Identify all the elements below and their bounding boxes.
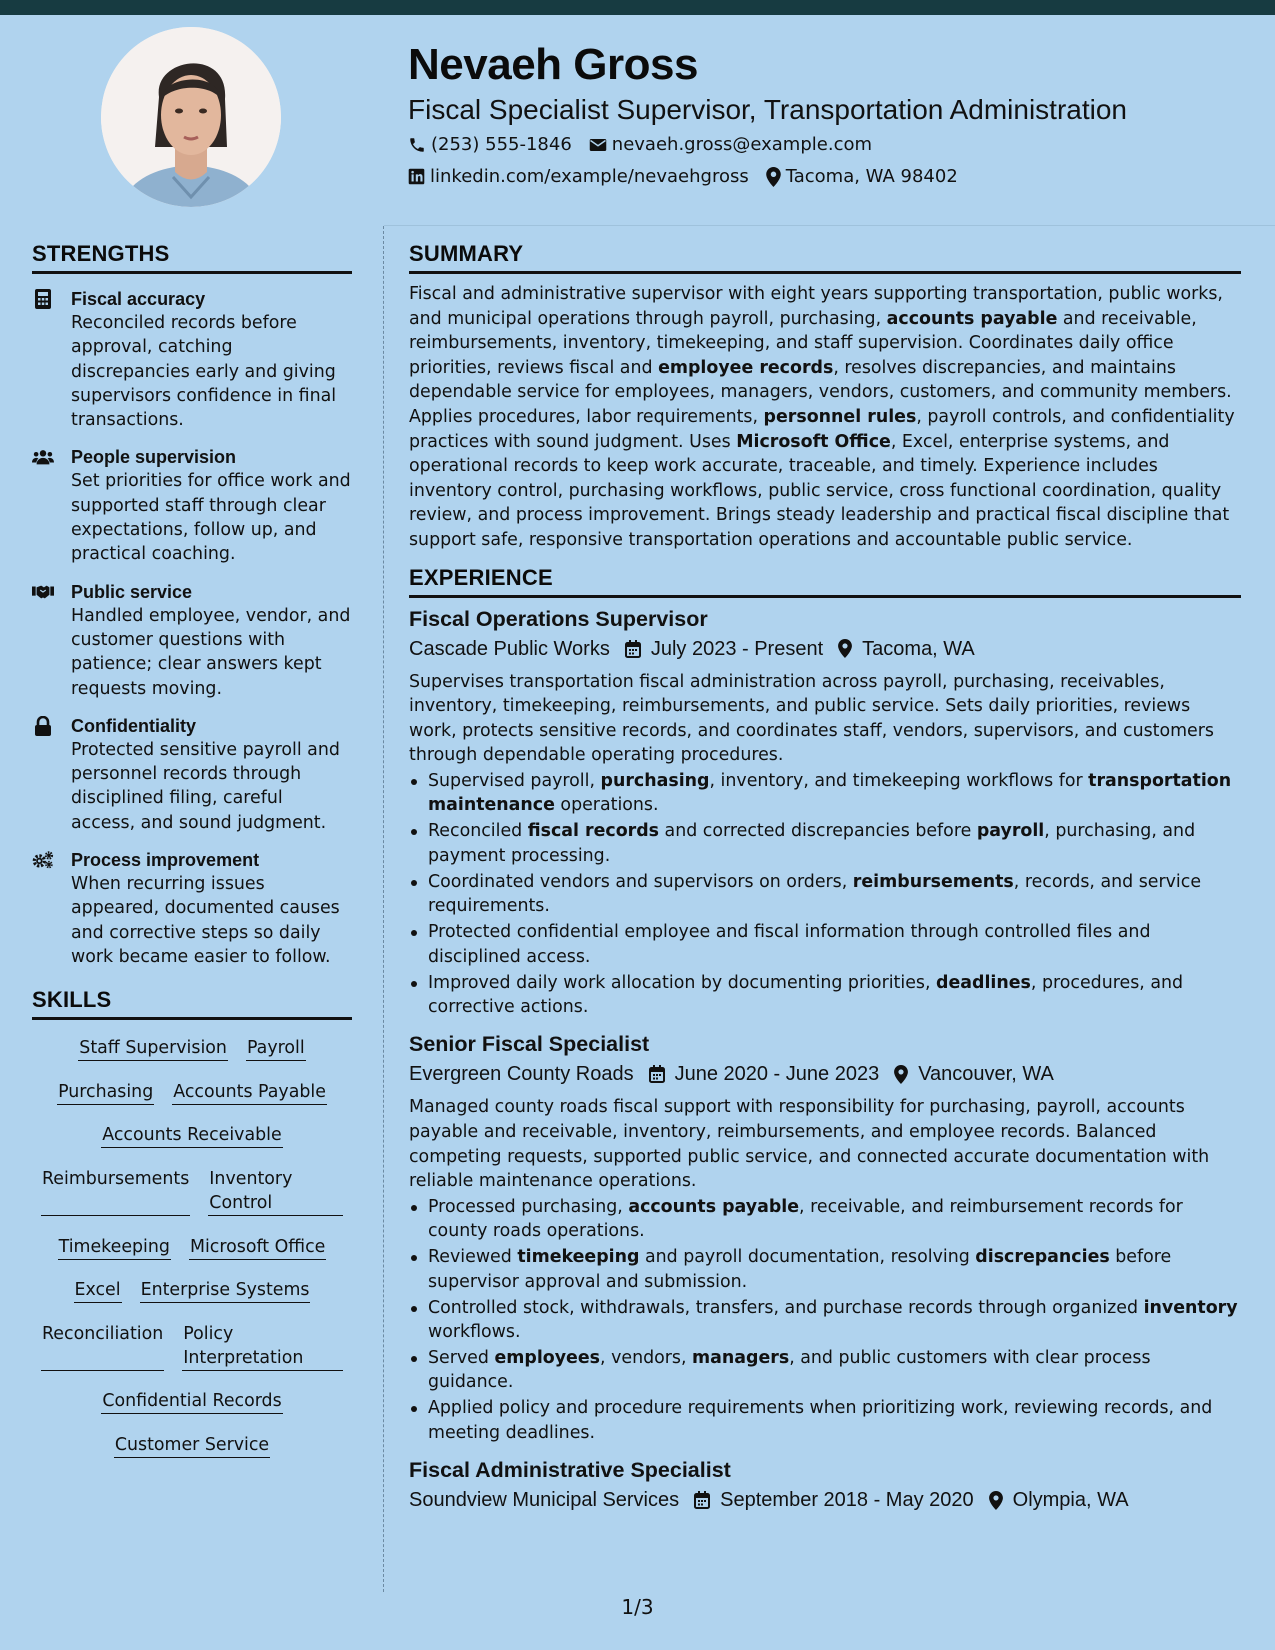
linkedin-text: linkedin.com/example/nevaehgross: [430, 166, 749, 187]
skill-tag: Purchasing: [57, 1080, 154, 1105]
skill-tag: Customer Service: [114, 1433, 270, 1458]
skill-tag: Reimbursements: [41, 1167, 190, 1216]
bullet-item: [409, 1396, 1241, 1445]
contact-row-2: [408, 166, 975, 187]
job-description: Supervises transportation fiscal administration across payroll, purchasing, receivables, inventory, timekeeping, reimbursements, and public service. Sets daily priorities, reviews work, protects sensitive records, and coordinates staff, vendors, supervisors, and customers through dependable operating procedures.: [409, 671, 1214, 766]
text-segment: Supervised payroll,: [428, 770, 601, 791]
strength-name: Fiscal accuracy: [71, 289, 206, 309]
skill-row: [32, 1389, 352, 1414]
column-divider: [383, 226, 384, 1592]
right-column: [409, 241, 1241, 1515]
job-dates: [694, 1485, 974, 1515]
map-pin-icon: [989, 1491, 1003, 1510]
emphasis-text: employees: [494, 1347, 601, 1368]
strength-item: [32, 287, 352, 432]
job-title: Fiscal Administrative Specialist: [409, 1458, 731, 1483]
location-text: Tacoma, WA 98402: [785, 166, 958, 187]
text-segment: Fiscal and administrative supervisor with eight years supporting transportation, public works, and municipal operations through payroll, purchasing,: [409, 284, 1223, 329]
strength-item: [32, 848, 352, 969]
strength-desc: Set priorities for office work and supported staff through clear expectations, follow up, and practical coaching.: [71, 471, 351, 565]
emphasis-text: purchasing: [600, 770, 710, 791]
strength-desc: Handled employee, vendor, and customer questions with patience; clear answers kept requests moving.: [71, 605, 351, 699]
gears-icon: [32, 850, 54, 870]
job-company: [409, 1485, 679, 1515]
skill-row: [32, 1322, 352, 1371]
emphasis-text: reimbursements: [852, 871, 1014, 892]
job-dates: [625, 634, 823, 664]
profile-photo: [101, 27, 281, 207]
text-segment: , procedures, and corrective actions.: [428, 972, 1184, 1017]
header-divider: [384, 225, 1275, 226]
skill-row: [32, 1080, 352, 1105]
strength-name: Process improvement: [71, 850, 260, 871]
company-name: Soundview Municipal Services: [409, 1489, 680, 1512]
skill-row: [32, 1036, 352, 1061]
emphasis-text: employee records: [658, 357, 834, 378]
map-pin-icon: [766, 167, 781, 187]
job-meta: [409, 1485, 1241, 1515]
skill-tag: Excel: [74, 1278, 122, 1303]
text-segment: and payroll documentation, resolving: [639, 1247, 976, 1268]
skills-list: [32, 1036, 352, 1476]
linkedin-contact[interactable]: [408, 166, 749, 187]
bullet-item: [409, 870, 1241, 919]
strength-desc: Reconciled records before approval, catching discrepancies early and giving supervisors confidence in final transactions.: [71, 313, 337, 431]
company-name: Cascade Public Works: [409, 637, 610, 660]
company-name: Evergreen County Roads: [409, 1063, 634, 1086]
job-title: Senior Fiscal Specialist: [409, 1032, 650, 1057]
phone-contact[interactable]: [408, 134, 572, 155]
email-contact[interactable]: [589, 134, 872, 155]
linkedin-icon: [408, 168, 425, 185]
lock-icon: [32, 716, 54, 736]
text-segment: workflows.: [428, 1321, 521, 1342]
emphasis-text: accounts payable: [886, 308, 1058, 329]
summary-heading: SUMMARY: [409, 241, 1241, 274]
top-accent-bar: [0, 0, 1275, 15]
job-dates: [649, 1059, 880, 1089]
skill-tag: Accounts Receivable: [101, 1123, 282, 1148]
text-segment: , and public customers with clear process guidance.: [428, 1347, 1151, 1393]
text-segment: , records, and service requirements.: [428, 871, 1202, 917]
strength-item: [32, 714, 352, 835]
bullet-item: [409, 1245, 1241, 1294]
strength-item: [32, 445, 352, 566]
strength-desc: When recurring issues appeared, documented causes and corrective steps so daily work became easier to follow.: [71, 874, 340, 967]
emphasis-text: accounts payable: [628, 1196, 800, 1217]
job-entry: [409, 1029, 1241, 1445]
experience-heading: EXPERIENCE: [409, 565, 1241, 598]
text-segment: , receivable, and reimbursement records for county roads operations.: [428, 1196, 1183, 1242]
strengths-list: [32, 287, 352, 969]
strengths-heading: STRENGTHS: [32, 241, 352, 274]
text-segment: Improved daily work allocation by documenting priorities,: [428, 972, 937, 993]
skill-row: [32, 1123, 352, 1148]
bullet-item: [409, 920, 1241, 969]
text-segment: and receivable, reimbursements, inventory, timekeeping, and staff supervision. Coordinates daily office priorities, reviews fiscal and: [409, 308, 1197, 378]
map-pin-icon: [838, 639, 852, 658]
emphasis-text: payroll: [976, 821, 1045, 842]
candidate-title: Fiscal Specialist Supervisor, Transportation Administration: [408, 94, 1127, 125]
emphasis-text: timekeeping: [517, 1247, 640, 1268]
candidate-name: Nevaeh Gross: [408, 40, 698, 89]
text-segment: before supervisor approval and submission.: [428, 1247, 1172, 1292]
phone-text: (253) 555-1846: [431, 134, 572, 155]
job-description: Managed county roads fiscal support with responsibility for purchasing, payroll, accounts payable and receivable, inventory, reimbursements, and employee records. Balanced competing requests, supported public service, and connected accurate documentation with reliable maintenance operations.: [409, 1097, 1210, 1192]
text-segment: Reviewed: [428, 1247, 518, 1268]
bullet-item: [409, 971, 1241, 1020]
envelope-icon: [589, 137, 607, 153]
left-column: [32, 241, 352, 1477]
calendar-icon: [649, 1065, 665, 1083]
people-icon: [32, 447, 54, 467]
strength-name: Confidentiality: [71, 715, 196, 736]
skill-tag: Microsoft Office: [189, 1235, 326, 1260]
phone-icon: [408, 136, 426, 154]
emphasis-text: personnel rules: [763, 406, 917, 427]
job-entry: [409, 604, 1241, 1020]
skill-tag: Reconciliation: [41, 1322, 164, 1371]
skills-heading: SKILLS: [32, 987, 352, 1020]
calendar-icon: [694, 1491, 710, 1509]
job-location-text: Olympia, WA: [1012, 1489, 1129, 1512]
emphasis-text: fiscal records: [527, 821, 660, 842]
calendar-icon: [625, 640, 641, 658]
text-segment: Applied policy and procedure requirements when prioritizing work, reviewing records, and meeting deadlines.: [428, 1398, 1213, 1443]
text-segment: , inventory, and timekeeping workflows for: [709, 770, 1089, 791]
job-dates-text: July 2023 - Present: [650, 637, 824, 660]
text-segment: Protected confidential employee and fiscal information through controlled files and disciplined access.: [428, 922, 1151, 967]
emphasis-text: inventory: [1143, 1297, 1238, 1318]
text-segment: Coordinated vendors and supervisors on orders,: [428, 871, 853, 892]
text-segment: , payroll controls, and confidentiality practices with sound judgment. Uses: [409, 406, 1235, 452]
strength-name: People supervision: [71, 447, 237, 468]
text-segment: , resolves discrepancies, and maintains dependable service for employees, managers, vendors, customers, and community members. Applies procedures, labor requirements,: [409, 357, 1232, 427]
text-segment: , Excel, enterprise systems, and operational records to keep work accurate, traceable, and timely. Experience includes inventory control, purchasing workflows, public service, cross functional coordination, quality review, and process improvement. Brings steady leadership and practical fiscal discipline that support safe, responsive transportation operations and accountable public service.: [409, 431, 1230, 550]
job-location: [838, 634, 975, 664]
text-segment: , vendors,: [600, 1347, 693, 1368]
job-bullets: [409, 1195, 1241, 1445]
job-dates-text: September 2018 - May 2020: [720, 1489, 974, 1512]
email-text: nevaeh.gross@example.com: [611, 134, 873, 155]
job-company: [409, 634, 610, 664]
text-segment: Controlled stock, withdrawals, transfers, and purchase records through organized: [428, 1297, 1144, 1318]
emphasis-text: Microsoft Office: [736, 431, 891, 452]
emphasis-text: transportation maintenance: [428, 770, 1232, 816]
skill-tag: Confidential Records: [101, 1389, 282, 1414]
bullet-item: [409, 1296, 1241, 1345]
map-pin-icon: [894, 1065, 908, 1084]
text-segment: , purchasing, and payment processing.: [428, 821, 1196, 866]
emphasis-text: discrepancies: [975, 1247, 1110, 1268]
job-entry: [409, 1455, 1241, 1515]
skill-tag: Enterprise Systems: [140, 1278, 311, 1303]
skill-row: [32, 1278, 352, 1303]
skill-row: [32, 1235, 352, 1260]
strength-item: [32, 580, 352, 701]
job-dates-text: June 2020 - June 2023: [674, 1063, 880, 1086]
job-location: [989, 1485, 1129, 1515]
job-location-text: Tacoma, WA: [862, 637, 975, 660]
text-segment: operations.: [554, 795, 659, 816]
calculator-icon: [32, 289, 54, 309]
skill-tag: Inventory Control: [208, 1167, 343, 1216]
skill-tag: Payroll: [246, 1036, 306, 1061]
skill-tag: Staff Supervision: [78, 1036, 228, 1061]
bullet-item: [409, 1346, 1241, 1395]
job-company: [409, 1059, 634, 1089]
bullet-item: [409, 819, 1241, 868]
skill-row: [32, 1433, 352, 1458]
skill-row: [32, 1167, 352, 1216]
text-segment: and corrected discrepancies before: [659, 821, 977, 842]
strength-name: Public service: [71, 581, 193, 602]
job-bullets: [409, 769, 1241, 1019]
skill-tag: Policy Interpretation: [182, 1322, 343, 1371]
bullet-item: [409, 1195, 1241, 1244]
skill-tag: Timekeeping: [58, 1235, 171, 1260]
summary-text: [409, 282, 1241, 553]
job-location-text: Vancouver, WA: [918, 1063, 1054, 1086]
text-segment: Reconciled: [428, 821, 528, 842]
text-segment: Served: [428, 1347, 495, 1368]
job-title: Fiscal Operations Supervisor: [409, 606, 708, 631]
bullet-item: [409, 769, 1241, 818]
handshake-icon: [32, 582, 54, 602]
emphasis-text: managers: [692, 1347, 790, 1368]
text-segment: Processed purchasing,: [428, 1196, 629, 1217]
skill-tag: Accounts Payable: [172, 1080, 327, 1105]
strength-desc: Protected sensitive payroll and personnel records through disciplined filing, careful access, and sound judgment.: [71, 739, 340, 833]
job-location: [894, 1059, 1054, 1089]
job-meta: [409, 634, 1241, 664]
emphasis-text: deadlines: [936, 972, 1031, 993]
job-meta: [409, 1059, 1241, 1089]
page-number: 1/3: [621, 1595, 654, 1619]
contact-row-1: [408, 134, 889, 155]
location-contact: [766, 166, 958, 187]
